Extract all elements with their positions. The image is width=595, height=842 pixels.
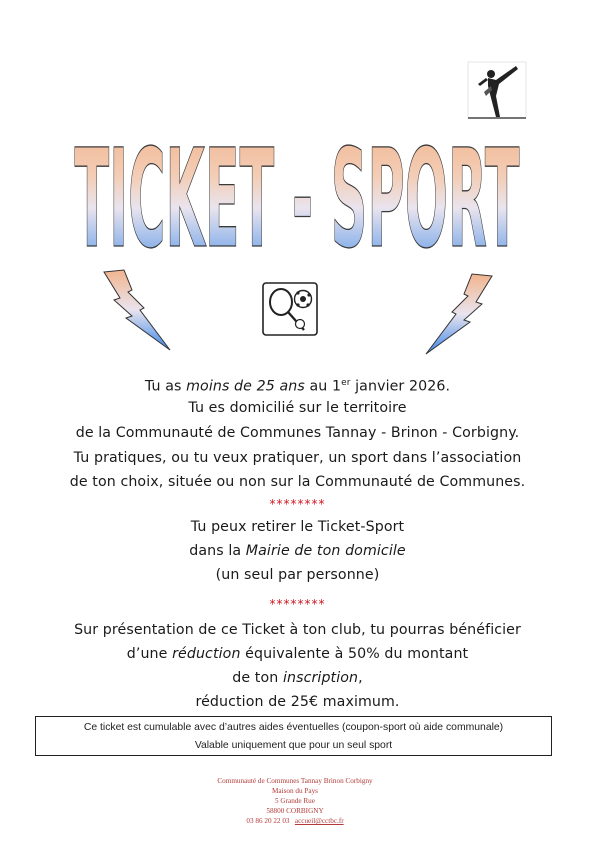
- line-inscription: [0, 666, 595, 690]
- line-mairie-emphasis: Mairie de ton domicile: [245, 543, 406, 559]
- ticket-sport-title: [70, 118, 525, 258]
- footer-org: Communauté de Communes Tannay Brinon Corbigny: [217, 777, 373, 785]
- line-age-d: janvier 2026.: [350, 378, 451, 395]
- line-mairie: [0, 539, 595, 563]
- footer-city: 58800 CORBIGNY: [266, 807, 324, 815]
- line-age-c: au 1: [304, 378, 342, 395]
- info-box-line-2: Valable uniquement que pour un seul sport: [194, 740, 393, 751]
- line-mairie-a: dans la: [189, 543, 246, 559]
- footer-maison: Maison du Pays: [272, 787, 318, 795]
- footer-email-link[interactable]: accueil@cctbc.fr: [294, 817, 344, 825]
- line-retirer: Tu peux retirer le Ticket-Sport: [190, 519, 405, 535]
- title-text: TICKET - SPORT: [74, 121, 520, 258]
- karate-kick-illustration: [466, 56, 528, 120]
- separator-stars-2: ********: [269, 597, 326, 611]
- line-age-sup: er: [341, 378, 351, 388]
- line-pratique: Tu pratiques, ou tu veux pratiquer, un sport dans l’association: [73, 450, 522, 466]
- footer-address: [195, 776, 395, 826]
- line-reduction-a: d’une: [126, 646, 173, 662]
- line-maximum: réduction de 25€ maximum.: [195, 694, 400, 710]
- line-presentation: Sur présentation de ce Ticket à ton club, tu pourras bénéficier: [74, 622, 521, 638]
- info-box-line-1: Ce ticket est cumulable avec d’autres aides éventuelles (coupon-sport où aide communale): [83, 722, 504, 733]
- line-inscription-a: de ton: [232, 670, 283, 686]
- line-age-a: Tu as: [144, 378, 187, 395]
- line-communaute: de la Communauté de Communes Tannay - Brinon - Corbigny.: [75, 425, 520, 441]
- line-reduction: [0, 642, 595, 666]
- line-inscription-emphasis: inscription: [282, 670, 359, 686]
- line-inscription-c: ,: [358, 670, 363, 686]
- line-age-emphasis: moins de 25 ans: [186, 378, 305, 395]
- line-domicile: Tu es domicilié sur le territoire: [188, 400, 407, 416]
- line-choix: de ton choix, située ou non sur la Communauté de Communes.: [69, 474, 526, 490]
- lightning-right-icon: [420, 272, 496, 358]
- footer-street: 5 Grande Rue: [275, 797, 315, 805]
- info-box: [35, 716, 552, 756]
- footer-phone: 03 86 20 22 03: [246, 817, 290, 825]
- line-reduction-emphasis: réduction: [172, 646, 241, 662]
- line-age: [0, 371, 595, 399]
- line-reduction-c: équivalente à 50% du montant: [240, 646, 469, 662]
- footer-contact: [195, 816, 395, 826]
- separator-stars-1: ********: [269, 497, 326, 511]
- line-un-seul: (un seul par personne): [215, 567, 380, 583]
- lightning-left-icon: [100, 268, 176, 354]
- racket-and-ball-icon: [262, 282, 318, 336]
